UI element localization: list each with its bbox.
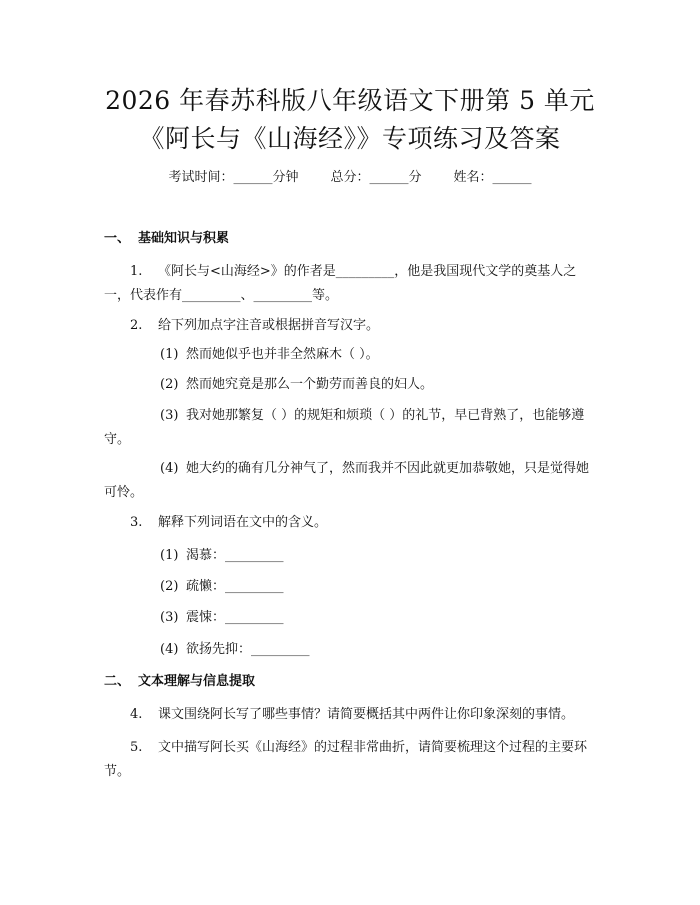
page-title-line1: 2026 年春苏科版八年级语文下册第 5 单元 [105, 86, 595, 115]
sub-text: 我对她那繁复（ ）的规矩和烦琐（ ）的礼节，早已背熟了，也能够遵守。 [104, 408, 585, 447]
question-3 [104, 511, 600, 535]
sub-text: 渴慕：_________ [186, 548, 284, 563]
question-3-sub-3 [104, 606, 600, 630]
question-number: 4. [130, 707, 143, 722]
question-text: 给下列加点字注音或根据拼音写汉字。 [158, 318, 380, 333]
student-name-label: 姓名：______ [453, 170, 532, 185]
section-title: 基础知识与积累 [138, 231, 230, 246]
question-5 [104, 736, 600, 784]
section-number: 二、 [104, 674, 131, 689]
sub-number: (2) [160, 377, 179, 392]
question-text: 文中描写阿长买《山海经》的过程非常曲折，请简要梳理这个过程的主要环节。 [104, 740, 588, 779]
question-2-sub-3 [104, 404, 600, 452]
sub-number: (4) [160, 461, 179, 476]
question-3-sub-1 [104, 544, 600, 568]
sub-text: 然而她似乎也并非全然麻木（ ）。 [186, 347, 379, 362]
sub-number: (3) [160, 610, 179, 625]
sub-text: 震悚：_________ [186, 610, 284, 625]
sub-number: (1) [160, 347, 179, 362]
exam-time-label: 考试时间：______分钟 [168, 170, 299, 185]
section-heading-1 [104, 230, 229, 248]
sub-number: (3) [160, 408, 179, 423]
question-3-sub-4 [104, 638, 600, 662]
sub-text: 然而她究竟是那么一个勤劳而善良的妇人。 [186, 377, 434, 392]
question-text: 解释下列词语在文中的含义。 [158, 515, 328, 530]
question-number: 5. [130, 740, 143, 755]
question-number: 3. [130, 515, 143, 530]
sub-number: (1) [160, 548, 179, 563]
total-score-label: 总分：______分 [330, 170, 422, 185]
sub-text: 疏懒：_________ [186, 579, 284, 594]
question-2-sub-4 [104, 457, 600, 505]
question-1 [104, 260, 600, 308]
question-text: 课文围绕阿长写了哪些事情？请简要概括其中两件让你印象深刻的事情。 [158, 707, 575, 722]
question-number: 2. [130, 318, 143, 333]
sub-number: (2) [160, 579, 179, 594]
sub-text: 欲扬先抑：_________ [186, 642, 310, 657]
question-text: 《阿长与<山海经>》的作者是_________，他是我国现代文学的奠基人之一，代表作有_________、_________等。 [104, 264, 577, 303]
section-heading-2 [104, 673, 255, 691]
sub-number: (4) [160, 642, 179, 657]
question-2 [104, 314, 600, 338]
question-2-sub-2 [104, 373, 600, 397]
question-4 [104, 703, 600, 727]
section-number: 一、 [104, 231, 131, 246]
question-number: 1. [130, 264, 143, 279]
question-2-sub-1 [104, 343, 600, 367]
section-title: 文本理解与信息提取 [138, 674, 256, 689]
sub-text: 她大约的确有几分神气了，然而我并不因此就更加恭敬她，只是觉得她可怜。 [104, 461, 590, 500]
exam-info-line [0, 169, 700, 187]
question-3-sub-2 [104, 575, 600, 599]
page-title-line2: 《阿长与《山海经》》专项练习及答案 [139, 124, 561, 153]
